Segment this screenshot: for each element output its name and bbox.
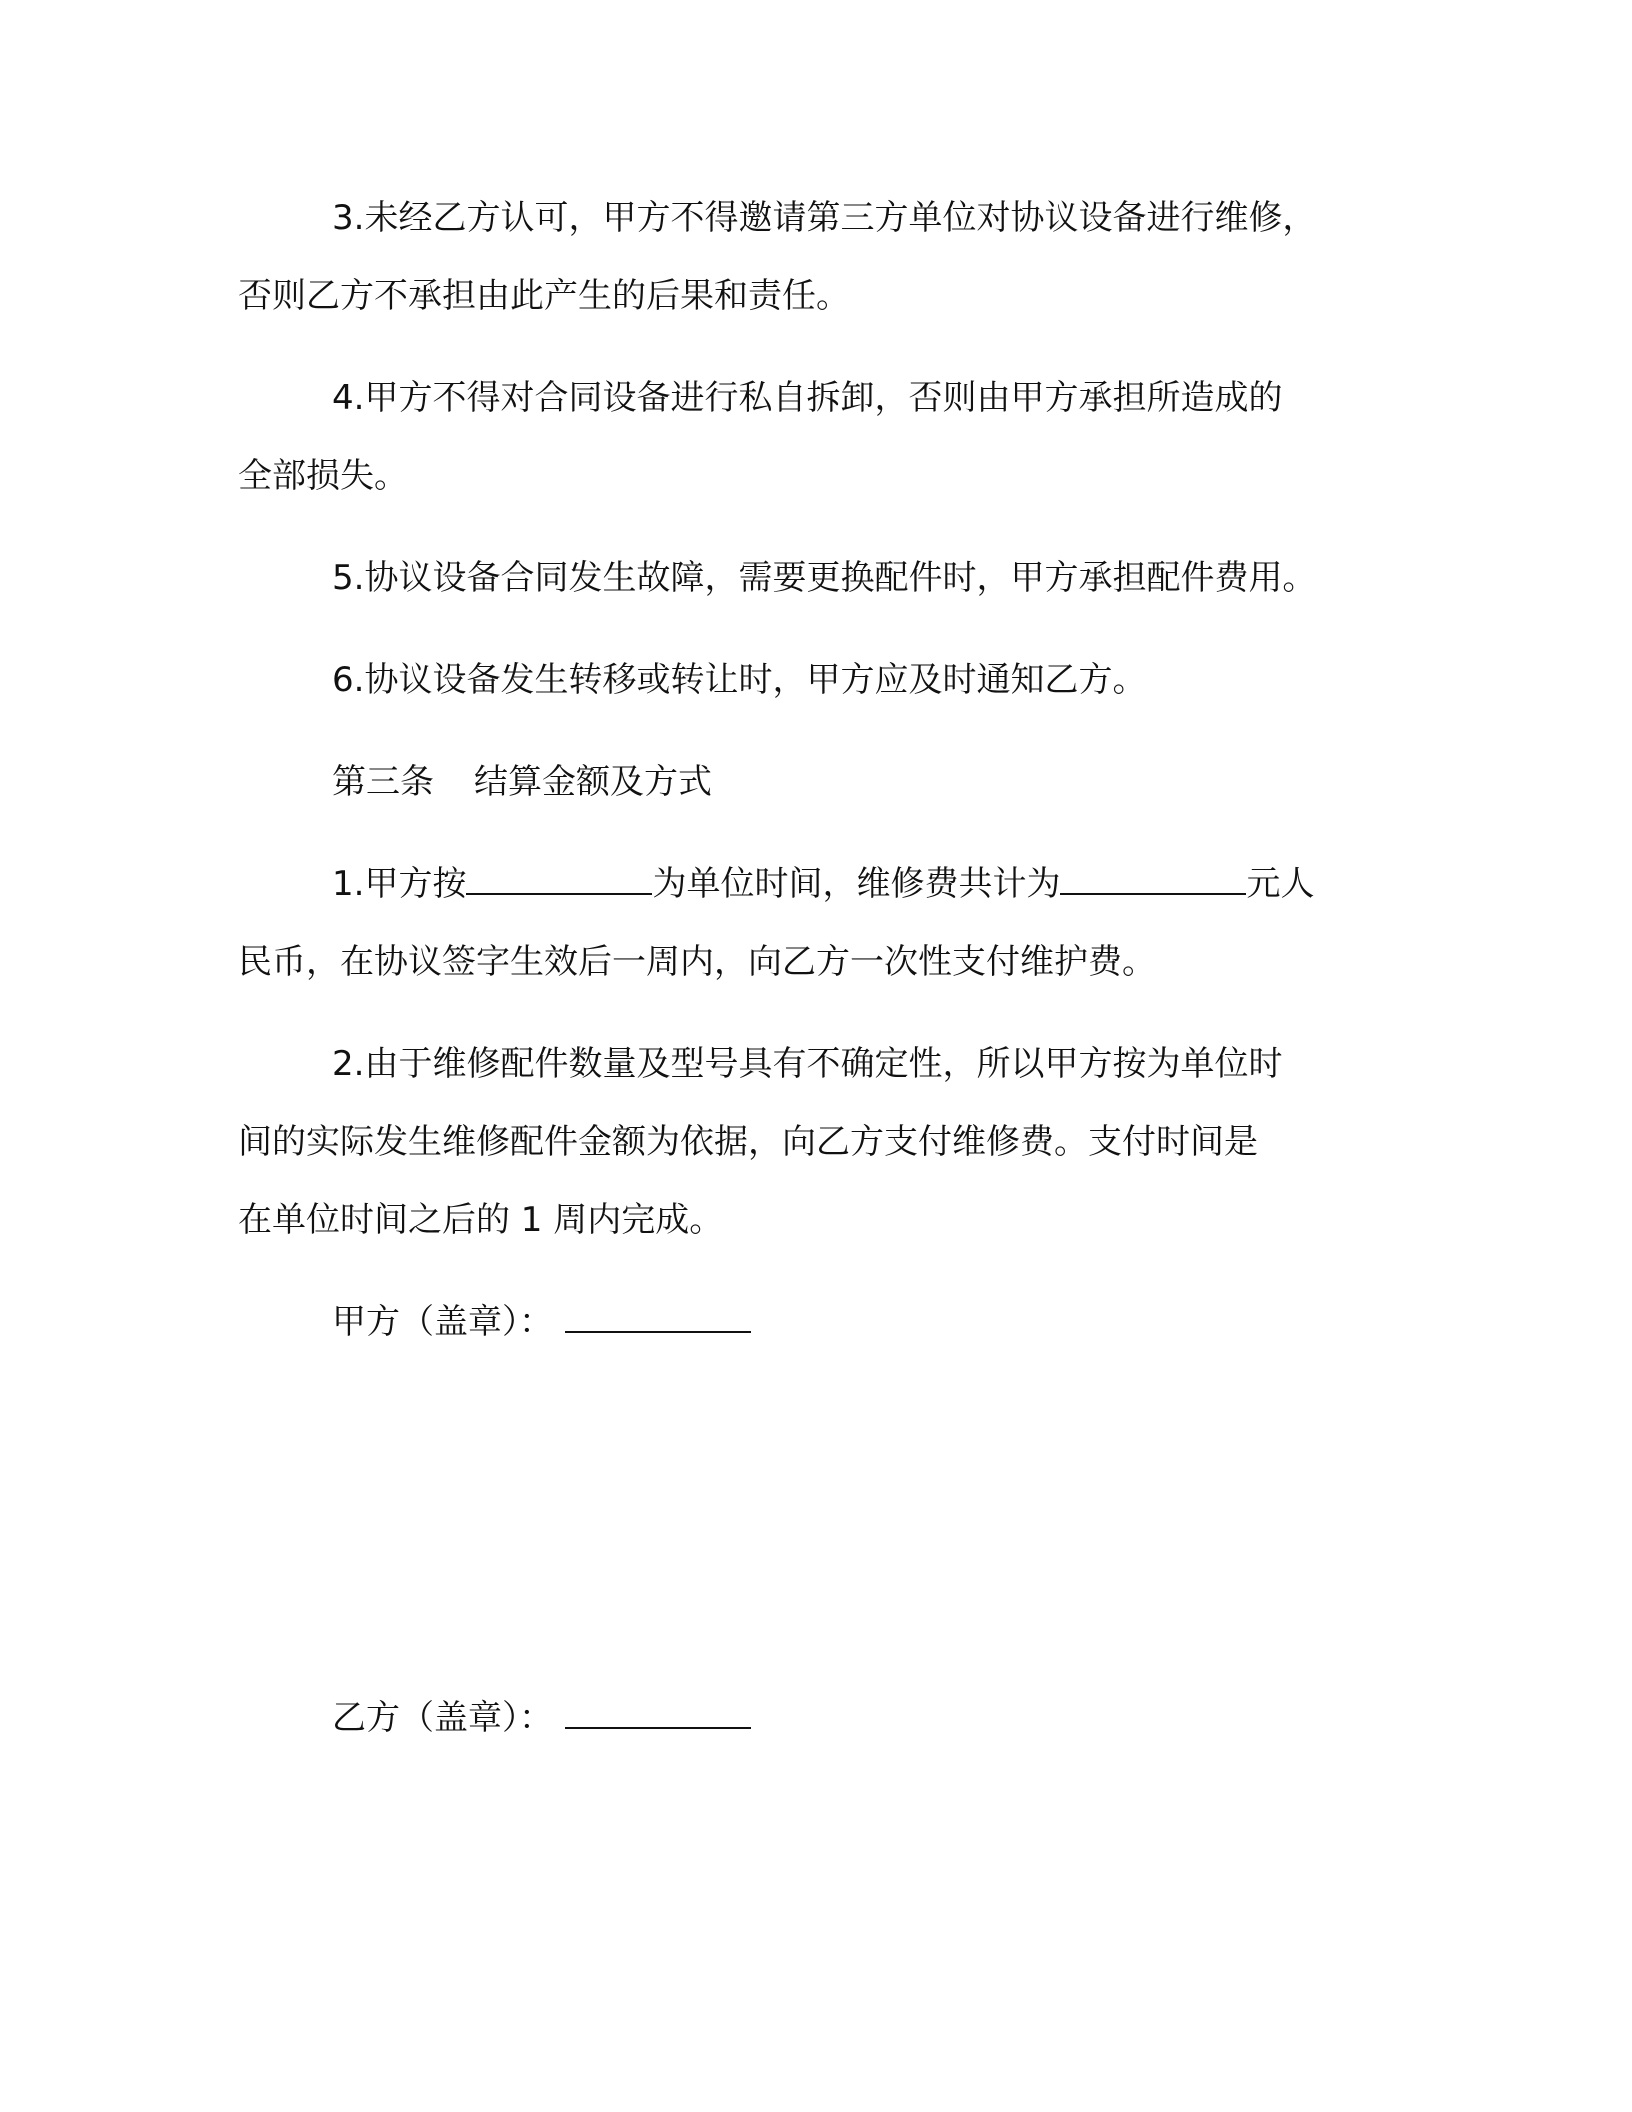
payment-clause-1-part-b: 为单位时间，维修费共计为 [652,864,1061,904]
party-a-signature-blank[interactable] [565,1301,751,1333]
payment-clause-1-line-1 [332,862,1314,906]
payment-unit-blank[interactable] [466,863,652,895]
party-b-signature [332,1696,751,1740]
party-a-signature [332,1300,751,1344]
payment-clause-2-line-1: 2.由于维修配件数量及型号具有不确定性，所以甲方按为单位时 [332,1044,1283,1084]
clause-3-line-1: 3.未经乙方认可，甲方不得邀请第三方单位对协议设备进行维修， [332,198,1317,238]
payment-clause-2-line-3: 在单位时间之后的 1 周内完成。 [238,1200,724,1240]
party-b-label: 乙方（盖章）： [332,1698,553,1738]
party-a-label: 甲方（盖章）： [332,1302,553,1342]
section-three-number: 第三条 [332,762,434,802]
payment-clause-1-part-c: 元人 [1246,864,1315,904]
payment-clause-2-line-2: 间的实际发生维修配件金额为依据，向乙方支付维修费。支付时间是 [238,1122,1258,1162]
clause-5-line-1: 5.协议设备合同发生故障，需要更换配件时，甲方承担配件费用。 [332,558,1317,598]
party-b-signature-blank[interactable] [565,1697,751,1729]
section-three-heading [332,760,712,804]
payment-clause-1-line-2: 民币，在协议签字生效后一周内，向乙方一次性支付维护费。 [238,942,1156,982]
clause-3-line-2: 否则乙方不承担由此产生的后果和责任。 [238,276,850,316]
clause-4-line-2: 全部损失。 [238,456,408,496]
clause-4-line-1: 4.甲方不得对合同设备进行私自拆卸，否则由甲方承担所造成的 [332,378,1283,418]
clause-6-line-1: 6.协议设备发生转移或转让时，甲方应及时通知乙方。 [332,660,1147,700]
section-three-title: 结算金额及方式 [474,762,712,802]
payment-clause-1-part-a: 1.甲方按 [332,864,467,904]
payment-amount-blank[interactable] [1060,863,1246,895]
